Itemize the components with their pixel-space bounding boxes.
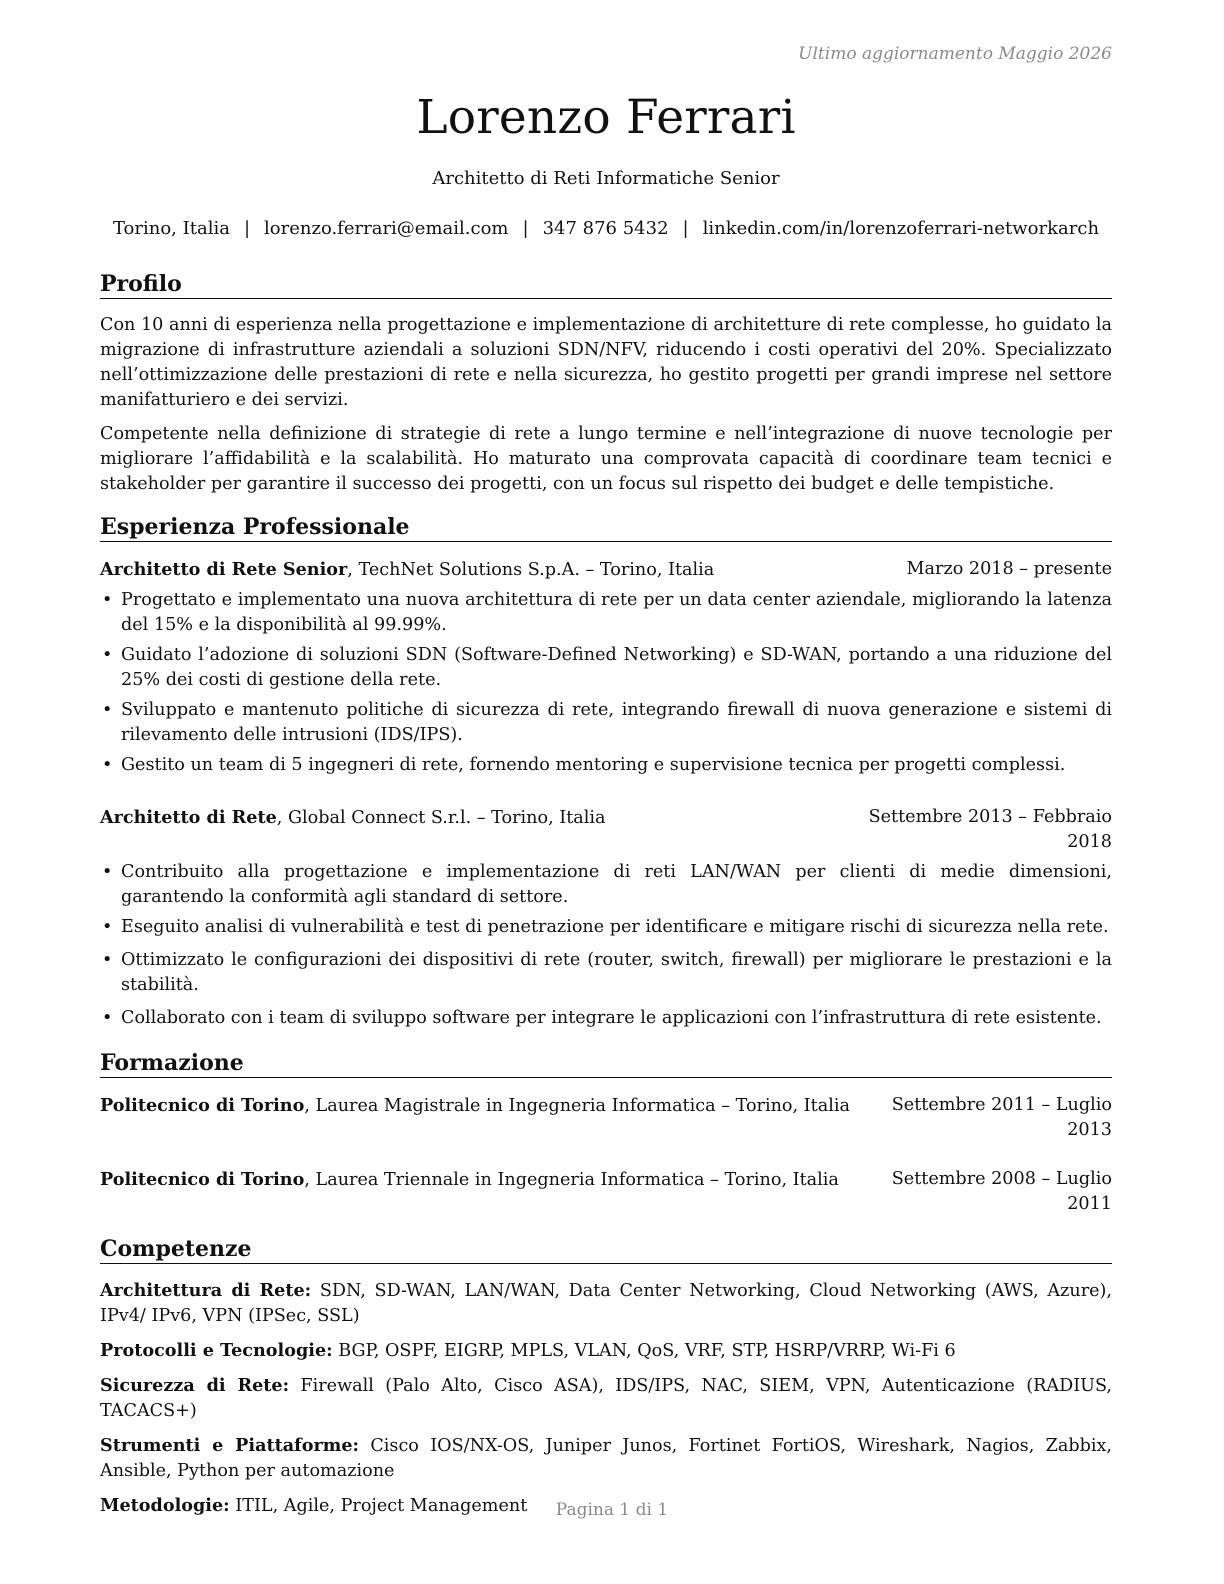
job-bullet: • Gestito un team di 5 ingegneri di rete, fornendo mentoring e supervisione tecnica per progetti complessi. — [100, 753, 1112, 778]
job-bullet: • Sviluppato e mantenuto politiche di sicurezza di rete, integrando firewall di nuova generazione e sistemi di rilevamento delle intrusioni (IDS/IPS). — [100, 698, 1112, 748]
skill-label: Protocolli e Tecnologie: — [100, 1340, 333, 1361]
job-dates: Marzo 2018 – presente — [906, 559, 1112, 579]
job-bullet: • Guidato l’adozione di soluzioni SDN (Software-Defined Networking) e SD-WAN, portando a una riduzione del 25% dei costi di gestione della rete. — [100, 643, 1112, 693]
contact-separator: | — [243, 218, 251, 239]
skill-value: BGP, OSPF, EIGRP, MPLS, VLAN, QoS, VRF, STP, HSRP/VRRP, Wi-Fi 6 — [332, 1341, 956, 1361]
skill-label: Sicurezza di Rete: — [100, 1375, 290, 1396]
skill-value: Firewall (Palo Alto, Cisco ASA), IDS/IPS, NAC, SIEM, VPN, Autenticazione (RADIUS, TACACS+) — [100, 1376, 1112, 1421]
job-bullets — [100, 860, 1112, 1031]
job-role: Architetto di Rete Senior — [100, 559, 348, 580]
candidate-name: Lorenzo Ferrari — [416, 90, 796, 145]
skill-row — [100, 1278, 1112, 1329]
job-entry — [100, 805, 1112, 1031]
job-dates-line: Settembre 2013 – Febbraio — [868, 807, 1112, 827]
skills-section — [100, 1235, 1112, 1519]
profile-paragraph: Competente nella definizione di strategie di rete a lungo termine e nell’integrazione di nuove tecnologie per migliorare l’affidabilità e la scalabilità. Ho maturato una comprovata capacità di coordinare team tecnici e stakeholder per garantire il successo dei progetti, con un focus sul rispetto dei budget e delle tempistiche. — [100, 424, 1112, 494]
job-entry — [100, 557, 1112, 778]
job-bullet: • Contribuito alla progettazione e implementazione di reti LAN/WAN per clienti di medie dimensioni, garantendo la conformità agli standard di settore. — [100, 860, 1112, 910]
skill-row — [100, 1373, 1112, 1424]
job-header — [100, 805, 1112, 855]
experience-section — [100, 513, 1112, 1031]
skill-row — [100, 1433, 1112, 1484]
education-school: Politecnico di Torino — [100, 1169, 305, 1190]
job-bullets — [100, 588, 1112, 778]
job-bullet: • Ottimizzato le configurazioni dei dispositivi di rete (router, switch, firewall) per migliorare le prestazioni e la stabilità. — [100, 948, 1112, 998]
section-heading-profile: Profilo — [100, 270, 1112, 299]
skill-label: Metodologie: — [100, 1495, 230, 1516]
education-dates-line: 2013 — [1067, 1120, 1112, 1140]
education-school: Politecnico di Torino — [100, 1095, 305, 1116]
skill-label: Architettura di Rete: — [100, 1280, 312, 1301]
contact-phone[interactable]: 347 876 5432 — [542, 218, 669, 239]
candidate-title: Architetto di Reti Informatiche Senior — [432, 168, 780, 189]
job-company: , TechNet Solutions S.p.A. – Torino, Italia — [347, 560, 715, 580]
page-number: Pagina 1 di 1 — [555, 1500, 669, 1520]
section-heading-education: Formazione — [100, 1049, 1112, 1078]
education-dates-line: Settembre 2011 – Luglio — [891, 1095, 1112, 1115]
job-bullet: • Collaborato con i team di sviluppo software per integrare le applicazioni con l’infrastruttura di rete esistente. — [100, 1006, 1112, 1031]
job-company: , Global Connect S.r.l. – Torino, Italia — [276, 808, 606, 828]
last-updated: Ultimo aggiornamento Maggio 2026 — [798, 44, 1112, 64]
skill-value: Cisco IOS/NX-OS, Juniper Junos, Fortinet FortiOS, Wireshark, Nagios, Zabbix, Ansible, Python per automazione — [100, 1436, 1112, 1481]
contact-linkedin[interactable]: linkedin.com/in/lorenzoferrari-networkarch — [702, 218, 1100, 239]
education-dates-line: 2011 — [1067, 1194, 1112, 1214]
education-entry — [100, 1167, 1112, 1217]
profile-paragraph: Con 10 anni di esperienza nella progettazione e implementazione di architetture di rete complesse, ho guidato la migrazione di infrastrutture aziendali a soluzioni SDN/NFV, riducendo i costi operativi del 20%. Specializzato nell’ottimizzazione delle prestazioni di rete e nella sicurezza, ho gestito progetti per grandi imprese nel settore manifatturiero e dei servizi. — [100, 315, 1112, 410]
contact-email[interactable]: lorenzo.ferrari@email.com — [264, 218, 509, 239]
section-heading-skills: Competenze — [100, 1235, 1112, 1264]
education-degree: , Laurea Triennale in Ingegneria Informatica – Torino, Italia — [304, 1170, 839, 1190]
contact-location: Torino, Italia — [112, 218, 230, 239]
education-degree: , Laurea Magistrale in Ingegneria Informatica – Torino, Italia — [304, 1096, 850, 1116]
section-heading-experience: Esperienza Professionale — [100, 513, 1112, 542]
education-dates-line: Settembre 2008 – Luglio — [891, 1169, 1112, 1189]
job-header — [100, 557, 1112, 583]
education-dates — [892, 1093, 1112, 1143]
job-bullet: • Eseguito analisi di vulnerabilità e test di penetrazione per identificare e mitigare rischi di sicurezza nella rete. — [100, 915, 1112, 940]
contact-line — [100, 216, 1112, 242]
education-entry — [100, 1093, 1112, 1143]
job-role: Architetto di Rete — [100, 807, 277, 828]
skill-label: Strumenti e Piattaforme: — [100, 1435, 360, 1456]
skill-value: ITIL, Agile, Project Management — [229, 1496, 528, 1516]
job-bullet: • Progettato e implementato una nuova architettura di rete per un data center aziendale, migliorando la latenza del 15% e la disponibilità al 99.99%. — [100, 588, 1112, 638]
contact-separator: | — [522, 218, 529, 239]
skill-row — [100, 1338, 1112, 1364]
profile-section — [100, 270, 1112, 497]
skill-value: SDN, SD-WAN, LAN/WAN, Data Center Networking, Cloud Networking (AWS, Azure), IPv4/ IPv6, VPN (IPSec, SSL) — [100, 1281, 1112, 1326]
contact-separator: | — [682, 218, 689, 239]
job-dates-line: 2018 — [1067, 832, 1112, 852]
education-dates — [892, 1167, 1112, 1217]
education-section — [100, 1049, 1112, 1217]
job-dates — [869, 805, 1112, 855]
